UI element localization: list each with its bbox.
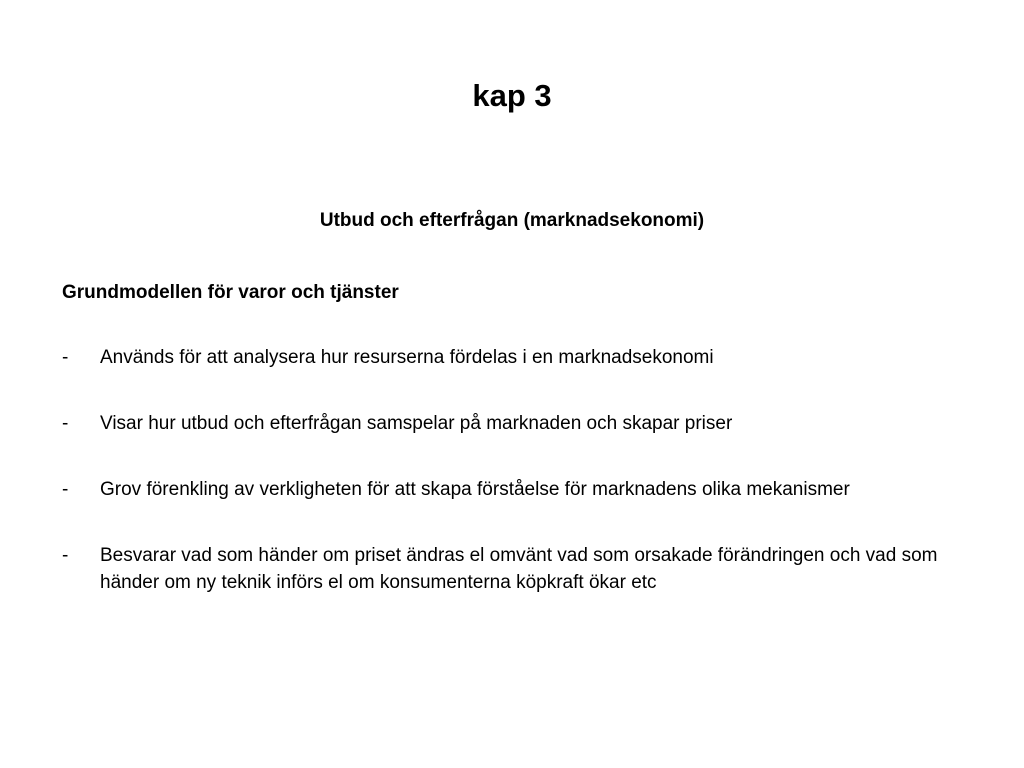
bullet-text: Grov förenkling av verkligheten för att skapa förståelse för marknadens olika mekanismer	[100, 479, 850, 500]
slide-title: kap 3	[472, 78, 552, 113]
bullet-dash: -	[62, 413, 69, 434]
bullet-item	[62, 344, 962, 371]
bullet-dash: -	[62, 347, 69, 368]
bullet-text: Visar hur utbud och efterfrågan samspelar på marknaden och skapar priser	[100, 413, 733, 434]
bullet-item	[62, 476, 962, 503]
bullet-dash: -	[62, 545, 69, 566]
bullet-list	[62, 344, 962, 635]
bullet-text: Används för att analysera hur resurserna fördelas i en marknadsekonomi	[100, 347, 714, 368]
bullet-text: Besvarar vad som händer om priset ändras el omvänt vad som orsakade förändringen och vad som händer om ny teknik införs el om konsumenterna köpkraft ökar etc	[100, 545, 938, 593]
bullet-item	[62, 542, 962, 596]
slide-subtitle: Utbud och efterfrågan (marknadsekonomi)	[319, 210, 705, 231]
bullet-dash: -	[62, 479, 69, 500]
section-heading: Grundmodellen för varor och tjänster	[62, 282, 399, 303]
bullet-item	[62, 410, 962, 437]
